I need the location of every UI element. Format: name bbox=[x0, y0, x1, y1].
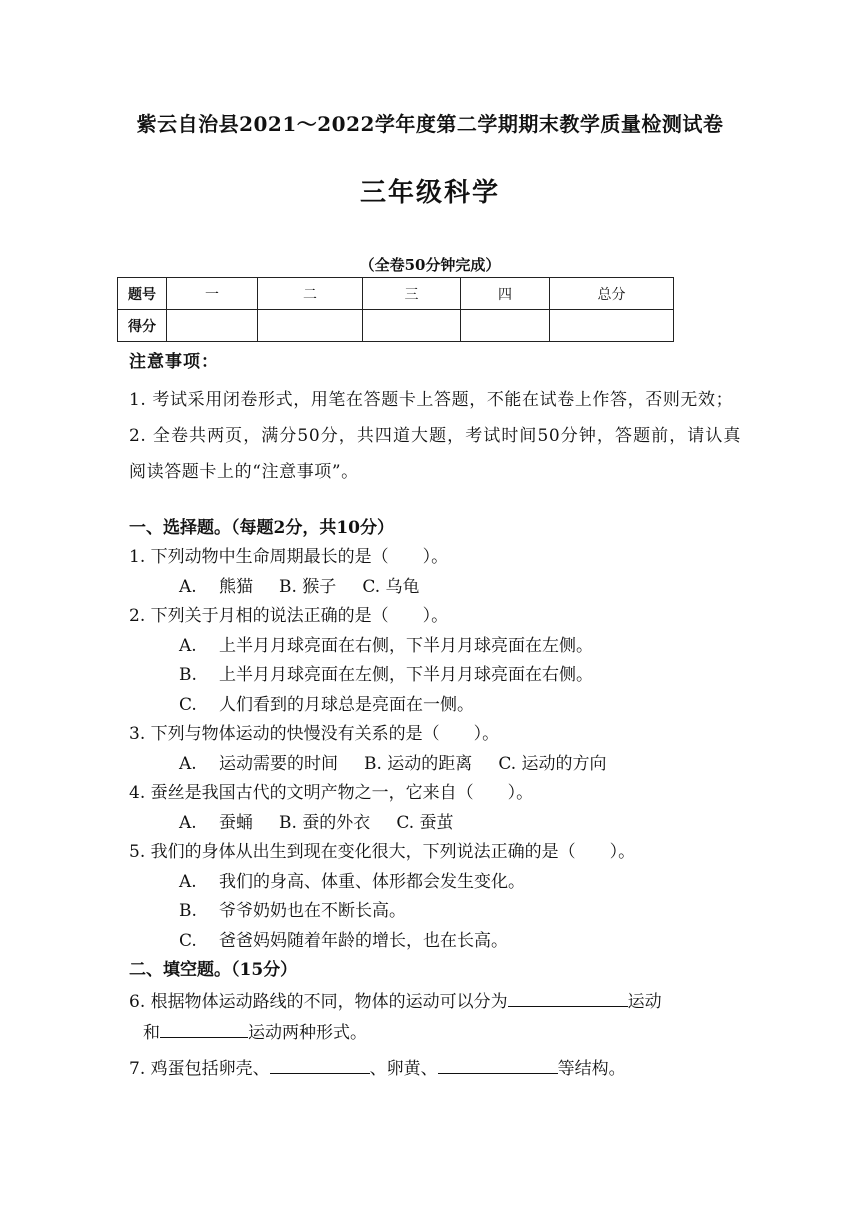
option-a: 熊猫 bbox=[219, 576, 253, 597]
question-6-text: 运动 bbox=[627, 991, 662, 1012]
notes-heading: 注意事项： bbox=[129, 352, 219, 372]
score-cell-q1: 一 bbox=[167, 278, 258, 310]
question-7-text: 、卵黄、 bbox=[369, 1058, 438, 1079]
question-5-stem: 5. 我们的身体从出生到现在变化很大，下列说法正确的是（ ）。 bbox=[129, 842, 636, 862]
exam-duration: （全卷50分钟完成） bbox=[359, 256, 501, 274]
option-c: C. 乌龟 bbox=[362, 576, 420, 597]
score-row-label: 得分 bbox=[118, 310, 167, 342]
question-3-stem: 3. 下列与物体运动的快慢没有关系的是（ ）。 bbox=[129, 724, 500, 744]
section1-heading: 一、选择题。（每题2分，共10分） bbox=[129, 517, 394, 538]
score-cell-q3: 三 bbox=[363, 278, 461, 310]
score-cell-q4: 四 bbox=[461, 278, 550, 310]
option-label: A. bbox=[179, 635, 197, 656]
option-label: A. bbox=[179, 753, 197, 774]
score-cell-label: 题号 bbox=[118, 278, 167, 310]
answer-blank bbox=[508, 986, 628, 1007]
exam-title: 紫云自治县2021～2022学年度第二学期期末教学质量检测试卷 bbox=[136, 112, 724, 136]
question-2-stem: 2. 下列关于月相的说法正确的是（ ）。 bbox=[129, 606, 449, 626]
question-6-text: 6. 根据物体运动路线的不同，物体的运动可以分为 bbox=[129, 991, 508, 1012]
option-label: A. bbox=[179, 871, 197, 892]
note-item-1: 1. 考试采用闭卷形式，用笔在答题卡上答题，不能在试卷上作答，否则无效； bbox=[129, 389, 734, 410]
question-5-option-b bbox=[129, 897, 741, 927]
option-label: A. bbox=[179, 576, 197, 597]
section2-heading: 二、填空题。（15分） bbox=[129, 960, 298, 980]
option-c: C. 运动的方向 bbox=[498, 753, 607, 774]
subject-title: 三年级科学 bbox=[359, 178, 500, 208]
question-6-text: 和 bbox=[143, 1023, 160, 1043]
score-table-score-row bbox=[118, 310, 674, 342]
question-7-text: 等结构。 bbox=[557, 1058, 626, 1079]
score-input-q1 bbox=[167, 310, 258, 342]
option-label: B. bbox=[179, 665, 197, 685]
option-label: B. bbox=[179, 901, 197, 921]
option-a: 运动需要的时间 bbox=[219, 753, 338, 774]
score-input-total bbox=[550, 310, 674, 342]
option-a: 蚕蛹 bbox=[219, 812, 253, 833]
score-cell-q2: 二 bbox=[258, 278, 363, 310]
option-b: B. 蚕的外衣 bbox=[279, 812, 371, 833]
question-6-text: 运动两种形式。 bbox=[248, 1023, 367, 1043]
option-text: 人们看到的月球总是亮面在一侧。 bbox=[219, 694, 474, 715]
question-7-text: 7. 鸡蛋包括卵壳、 bbox=[129, 1058, 270, 1079]
option-c: C. 蚕茧 bbox=[396, 812, 454, 833]
question-6-line-1 bbox=[129, 986, 741, 1018]
score-input-q4 bbox=[461, 310, 550, 342]
answer-blank bbox=[438, 1053, 558, 1074]
note-item-2: 2. 全卷共两页，满分50分，共四道大题，考试时间50分钟，答题前，请认真阅读答题卡上的“注意事项”。 bbox=[129, 425, 741, 482]
question-2-option-c bbox=[129, 691, 741, 721]
score-input-q2 bbox=[258, 310, 363, 342]
question-4-options bbox=[129, 809, 741, 839]
score-input-q3 bbox=[363, 310, 461, 342]
option-text: 上半月月球亮面在右侧，下半月月球亮面在左侧。 bbox=[219, 635, 593, 656]
question-2-option-a bbox=[129, 632, 741, 662]
answer-blank bbox=[270, 1053, 370, 1074]
question-7 bbox=[129, 1053, 741, 1085]
question-1-options bbox=[129, 573, 741, 603]
option-text: 上半月月球亮面在左侧，下半月月球亮面在右侧。 bbox=[219, 665, 593, 685]
option-b: B. 运动的距离 bbox=[364, 753, 473, 774]
question-4-stem: 4. 蚕丝是我国古代的文明产物之一，它来自（ ）。 bbox=[129, 783, 534, 803]
question-6-line-2 bbox=[129, 1017, 741, 1049]
option-b: B. 猴子 bbox=[279, 576, 337, 597]
score-table bbox=[117, 277, 674, 342]
question-5-option-c bbox=[129, 927, 741, 957]
option-text: 爷爷奶奶也在不断长高。 bbox=[219, 901, 406, 921]
option-label: A. bbox=[179, 812, 197, 833]
question-1-stem: 1. 下列动物中生命周期最长的是（ ）。 bbox=[129, 547, 449, 567]
option-label: C. bbox=[179, 930, 197, 951]
question-2-option-b bbox=[129, 661, 741, 691]
option-text: 我们的身高、体重、体形都会发生变化。 bbox=[219, 871, 525, 892]
option-label: C. bbox=[179, 694, 197, 715]
question-3-options bbox=[129, 750, 741, 780]
exam-content bbox=[129, 348, 741, 1084]
answer-blank bbox=[160, 1017, 248, 1038]
score-cell-total: 总分 bbox=[550, 278, 674, 310]
question-5-option-a bbox=[129, 868, 741, 898]
score-table-header-row bbox=[118, 278, 674, 310]
option-text: 爸爸妈妈随着年龄的增长，也在长高。 bbox=[219, 930, 508, 951]
